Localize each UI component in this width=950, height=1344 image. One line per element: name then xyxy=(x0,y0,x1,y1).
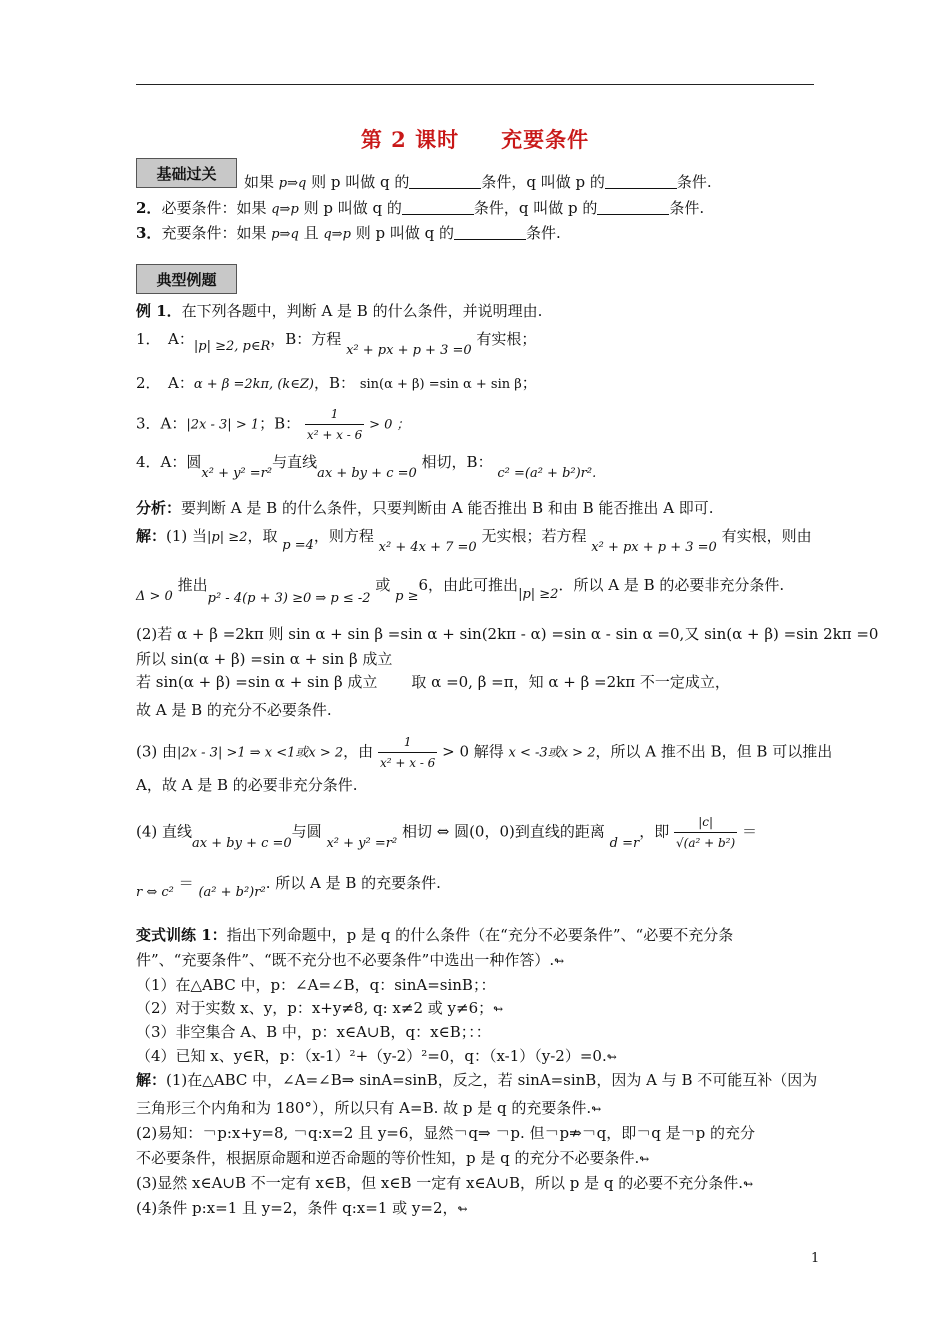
basics-line-2: 2．必要条件：如果 q⇒p 则 p 叫做 q 的 条件，q 叫做 p 的 条件. xyxy=(136,199,705,217)
variant-solution-line-6: (4)条件 p:x=1 且 y=2，条件 q:x=1 或 y=2，↬ xyxy=(136,1199,468,1217)
variant-solution-line-5: (3)显然 x∈A∪B 不一定有 x∈B，但 x∈B 一定有 x∈A∪B，所以 p 是 q 的必要不充分条件.↬ xyxy=(136,1174,754,1192)
variant-item-3: （3）非空集合 A、B 中，p：x∈A∪B，q：x∈B；：： xyxy=(136,1023,491,1041)
variant-item-4: （4）已知 x、y∈R，p：（x-1）²+（y-2）²=0，q：（x-1）（y-2）=0.↬ xyxy=(136,1047,617,1065)
page-number: 1 xyxy=(811,1251,820,1266)
variant-solution-line-1: 解：(1)在△ABC 中，∠A=∠B⇒ sinA=sinB，反之，若 sinA=sinB，因为 A 与 B 不可能互补（因为 xyxy=(136,1071,818,1089)
example-1-q1: 1． A：|p| ≥2, p∈R，B：方程 x² + px + p + 3 =0 有实根； xyxy=(136,330,537,358)
variant-prompt-line-1: 变式训练 1：指出下列命题中，p 是 q 的什么条件（在“充分不必要条件”、“必要不充分条 xyxy=(136,926,734,944)
variant-item-1: （1）在△ABC 中，p：∠A=∠B，q：sinA=sinB；： xyxy=(136,976,496,994)
example-1-prompt: 例 1．在下列各题中，判断 A 是 B 的什么条件，并说明理由. xyxy=(136,302,543,320)
basics-line-3: 3．充要条件：如果 p⇒q 且 q⇒p 则 p 叫做 q 的 条件. xyxy=(136,224,561,242)
analysis-line: 分析：要判断 A 是 B 的什么条件，只要判断由 A 能否推出 B 和由 B 能否推出 A 即可. xyxy=(136,499,714,517)
section-examples-label: 典型例题 xyxy=(136,264,237,294)
basics-line-1: 如果 p⇒q 则 p 叫做 q 的 条件，q 叫做 p 的 条件. xyxy=(244,173,712,191)
example-1-q3: 3．A：|2x - 3| > 1；B： $\frac{1}{\text{x² + x - 6}}$ > 0 ； xyxy=(136,404,410,445)
section-basics-label: 基础过关 xyxy=(136,158,237,188)
title-lesson: 第 2 课时 xyxy=(360,127,460,152)
header-rule xyxy=(136,84,814,85)
solution-2-line-d: 故 A 是 B 的充分不必要条件. xyxy=(136,701,332,719)
variant-prompt-line-2: 件”、“充要条件”、“既不充分也不必要条件”中选出一种作答）.↬ xyxy=(136,951,565,969)
title-topic: 充要条件 xyxy=(501,127,590,152)
solution-3-line-b: A，故 A 是 B 的必要非充分条件. xyxy=(136,776,358,794)
solution-2-line-b: 所以 sin(α + β) =sin α + sin β 成立 xyxy=(136,650,393,668)
page-title xyxy=(0,124,950,154)
variant-item-2: （2）对于实数 x、y，p：x+y≠8, q: x≠2 或 y≠6；↬ xyxy=(136,999,504,1017)
example-1-q2: 2． A：α + β =2kπ, (k∈Z)，B： sin(α + β) =sin α + sin β； xyxy=(136,374,537,392)
solution-1-line-b: Δ > 0 推出p² - 4(p + 3) ≥0 ⇒ p ≤ -2 或 p ≥6，由此可推出|p| ≥2．所以 A 是 B 的必要非充分条件. xyxy=(136,576,785,606)
solution-1-line-a: 解：(1) 当|p| ≥2，取 p =4，则方程 x² + 4x + 7 =0 无实根；若方程 x² + px + p + 3 =0 有实根，则由 xyxy=(136,527,812,555)
solution-4-line-a: (4) 直线ax + by + c =0与圆 x² + y² =r² 相切 ⇔ 圆(0，0)到直线的距离 d =r，即 $\frac{|c|}{\text{√(a² + b²)}}$ ＝ xyxy=(136,812,757,853)
variant-solution-line-2: 三角形三个内角和为 180°），所以只有 A=B. 故 p 是 q 的充要条件.↬ xyxy=(136,1099,602,1117)
solution-3-line-a: (3) 由|2x - 3| >1 ⇒ x <1或x > 2，由 $\frac{1}{\text{x² + x - 6}}$ > 0 解得 x < -3或x > 2，所以 A 推不出 B，但 B 可以推出 xyxy=(136,732,832,773)
variant-solution-line-3: (2)易知：￢p:x+y=8, ￢q:x=2 且 y=6，显然￢q⇒ ￢p. 但￢p⇏￢q，即￢q 是￢p 的充分 xyxy=(136,1124,755,1142)
solution-2-line-a: (2)若 α + β =2kπ 则 sin α + sin β =sin α + sin(2kπ - α) =sin α - sin α =0,又 sin(α + β) =sin 2kπ =0 xyxy=(136,625,879,643)
variant-solution-line-4: 不必要条件，根据原命题和逆否命题的等价性知，p 是 q 的充分不必要条件.↬ xyxy=(136,1149,650,1167)
solution-4-line-b: r ⇔ c² ＝ (a² + b²)r². 所以 A 是 B 的充要条件. xyxy=(136,874,441,900)
example-1-q4: 4．A：圆x² + y² =r²与直线ax + by + c =0 相切，B： c² =(a² + b²)r². xyxy=(136,453,597,481)
solution-2-line-c: 若 sin(α + β) =sin α + sin β 成立 取 α =0, β =π，知 α + β =2kπ 不一定成立， xyxy=(136,673,730,691)
